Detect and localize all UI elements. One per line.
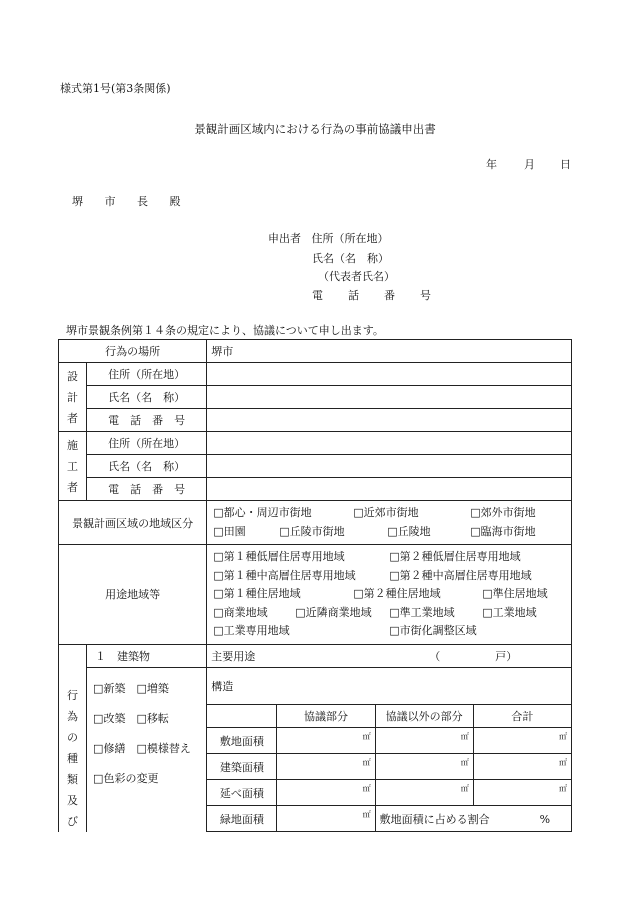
zoning-option[interactable]: □第１種中高層住居専用地域 [213,568,356,582]
area-option[interactable]: □都心・周辺市街地 [213,506,312,519]
contractor-label: 施 工 者 [59,432,87,501]
act-option[interactable]: □色彩の変更 [93,771,159,785]
site-area-other-field[interactable]: ㎡ [375,728,473,754]
place-label: 行為の場所 [59,340,207,363]
act-option[interactable]: □修繕 □模様替え [93,741,191,755]
designer-name-field[interactable] [207,386,572,409]
form-number: 様式第1号(第3条関係) [60,82,171,95]
applicant-header [268,230,389,246]
designer-name-label: 氏名（名 称） [87,386,207,409]
zoning-option[interactable]: □準住居地域 [482,587,548,600]
table-row [59,432,572,455]
table-row [59,386,572,409]
date-month-label: 月 [524,158,535,171]
place-field[interactable]: 堺市 [207,340,572,363]
table-row [59,545,572,645]
green-area-label: 緑地面積 [207,806,277,832]
applicant-phone-label: 電 話 番 号 [312,289,438,302]
site-area-total-field[interactable]: ㎡ [473,728,571,754]
table-row [59,455,572,478]
main-use-row[interactable] [207,644,572,667]
intro-text: 堺市景観条例第１４条の規定により、協議について申し出ます。 [66,324,384,337]
building-label: １ 建築物 [87,644,207,667]
site-area-label: 敷地面積 [207,728,277,754]
area-option[interactable]: □近郊市街地 [353,506,419,519]
date-day-label: 日 [560,158,571,171]
empty-header-cell [207,705,277,728]
designer-address-label: 住所（所在地） [87,363,207,386]
act-option[interactable]: □改築 □移転 [93,711,169,725]
zoning-option[interactable]: □工業地域 [482,605,537,619]
zoning-option[interactable]: □市街化調整区域 [389,624,477,637]
contractor-address-label: 住所（所在地） [87,432,207,455]
zoning-option[interactable]: □第１種低層住居専用地域 [213,550,345,563]
col-header-consultation: 協議部分 [277,705,375,728]
area-division-label: 景観計画区域の地域区分 [59,501,207,545]
designer-phone-field[interactable] [207,409,572,432]
act-type-label: 行 為 の 種 類 及 び [59,644,87,832]
applicant-address-label: 住所（所在地） [311,232,389,245]
green-ratio-field[interactable] [375,806,571,832]
date-year-label: 年 [486,158,497,171]
floor-area-consult-field[interactable]: ㎡ [277,780,375,806]
table-row [59,501,572,545]
col-header-total: 合計 [473,705,571,728]
zoning-option[interactable]: □商業地域 [213,605,268,619]
contractor-name-label: 氏名（名 称） [87,455,207,478]
designer-phone-label: 電 話 番 号 [87,409,207,432]
building-area-other-field[interactable]: ㎡ [375,754,473,780]
zoning-option[interactable]: □近隣商業地域 [295,605,372,619]
green-area-field[interactable]: ㎡ [277,806,375,832]
act-options[interactable] [87,667,207,832]
table-row [59,644,572,667]
addressee: 堺 市 長 殿 [72,195,190,208]
structure-label[interactable]: 構造 [207,667,572,705]
main-use-label: 主要用途 [211,649,256,663]
zoning-options[interactable] [207,545,572,645]
col-header-non-consultation: 協議以外の部分 [375,705,473,728]
area-option[interactable]: □郊外市街地 [470,506,536,519]
floor-area-label: 延べ面積 [207,780,277,806]
table-row [59,478,572,501]
site-area-consult-field[interactable]: ㎡ [277,728,375,754]
designer-address-field[interactable] [207,363,572,386]
zoning-option[interactable]: □準工業地域 [389,605,455,619]
contractor-phone-field[interactable] [207,478,572,501]
zoning-label: 用途地域等 [59,545,207,645]
applicant-representative-label: （代表者氏名） [318,270,395,283]
zoning-option[interactable]: □第１種住居地域 [213,587,301,600]
green-ratio-label: 敷地面積に占める割合 [379,812,490,826]
zoning-option[interactable]: □第２種低層住居専用地域 [389,550,521,563]
green-ratio-unit: % [539,812,551,826]
area-option[interactable]: □丘陵地 [387,524,431,538]
contractor-name-field[interactable] [207,455,572,478]
contractor-address-field[interactable] [207,432,572,455]
floor-area-other-field[interactable]: ㎡ [375,780,473,806]
applicant-label: 申出者 [268,232,301,245]
contractor-phone-label: 電 話 番 号 [87,478,207,501]
page-title: 景観計画区域内における行為の事前協議申出書 [194,122,436,136]
area-option[interactable]: □田園 [213,524,246,538]
building-area-label: 建築面積 [207,754,277,780]
area-option[interactable]: □臨海市街地 [470,524,536,538]
table-row [59,363,572,386]
zoning-option[interactable]: □工業専用地域 [213,624,290,637]
building-area-total-field[interactable]: ㎡ [473,754,571,780]
zoning-option[interactable]: □第２種住居地域 [353,587,441,600]
table-row [59,409,572,432]
zoning-option[interactable]: □第２種中高層住居専用地域 [389,568,532,582]
units-label: （ 戸） [429,649,518,663]
act-option[interactable]: □新築 □増築 [93,681,169,695]
designer-label: 設 計 者 [59,363,87,432]
area-division-options[interactable] [207,501,572,545]
area-option[interactable]: □丘陵市街地 [279,524,345,538]
applicant-name-label: 氏名（名 称） [312,252,389,265]
table-row [59,667,572,705]
application-table [58,339,572,832]
table-row [59,340,572,363]
floor-area-total-field[interactable]: ㎡ [473,780,571,806]
building-area-consult-field[interactable]: ㎡ [277,754,375,780]
